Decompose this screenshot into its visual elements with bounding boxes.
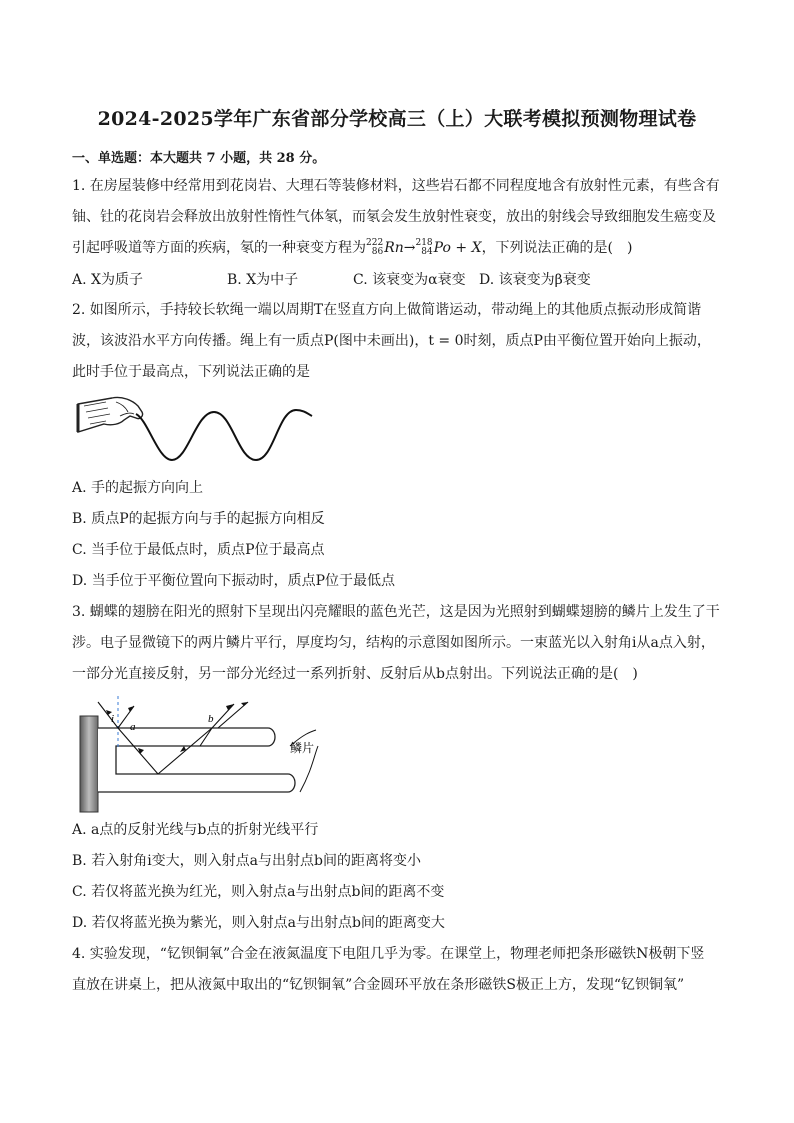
- po-symbol: Po + X: [433, 240, 482, 256]
- q1-line-3: [72, 238, 633, 258]
- q1-line-3-text: 引起呼吸道等方面的疾病，氡的一种衰变方程为: [72, 240, 366, 256]
- label-i: i: [111, 713, 115, 725]
- q2-line-1: 2. 如图所示，手持较长软绳一端以周期T在竖直方向上做简谐运动，带动绳上的其他质点振动形成简谐: [72, 302, 702, 318]
- q2-line-2: 波，该波沿水平方向传播。绳上有一质点P(图中未画出)，t = 0时刻，质点P由平衡位置开始向上振动，: [72, 333, 711, 349]
- q1-option-c[interactable]: C. 该衰变为α衰变: [353, 272, 466, 288]
- rn-symbol: Rn: [384, 240, 404, 256]
- q1-options: [72, 269, 591, 289]
- po-mass-number: 218: [415, 238, 433, 248]
- q1-option-a[interactable]: A. X为质子: [72, 272, 143, 288]
- label-scale: 鳞片: [290, 741, 315, 755]
- po-nuclide-numbers: [415, 239, 432, 257]
- butterfly-scale-figure: [68, 690, 348, 815]
- q2-option-b[interactable]: B. 质点P的起振方向与手的起振方向相反: [72, 511, 325, 527]
- hand-rope-wave-figure: [72, 390, 317, 468]
- q1-option-d[interactable]: D. 该衰变为β衰变: [479, 272, 591, 288]
- q3-option-c[interactable]: C. 若仅将蓝光换为红光，则入射点a与出射点b间的距离不变: [72, 884, 445, 900]
- q1-line-1: 1. 在房屋装修中经常用到花岗岩、大理石等装修材料，这些岩石都不同程度地含有放射性元素，有些含有: [72, 178, 720, 194]
- scale-structure: [98, 728, 295, 792]
- rn-nuclide-numbers: [366, 239, 383, 257]
- q2-line-3: 此时手位于最高点，下列说法正确的是: [72, 364, 310, 380]
- q3-line-2: 涉。电子显微镜下的两片鳞片平行，厚度均匀，结构的示意图如图所示。一束蓝光以入射角i从a点入射，: [72, 635, 715, 651]
- hand-icon: [78, 397, 143, 432]
- q3-line-3: 一部分光直接反射，另一部分光经过一系列折射、反射后从b点射出。下列说法正确的是( ): [72, 666, 638, 682]
- rope-wave: [136, 410, 312, 460]
- q4-line-1: 4. 实验发现，“钇钡铜氧”合金在液氮温度下电阻几乎为零。在课堂上，物理老师把条形磁铁N极朝下竖: [72, 946, 705, 962]
- section-heading: 一、单选题：本大题共 7 小题，共 28 分。: [72, 151, 326, 166]
- q3-option-d[interactable]: D. 若仅将蓝光换为紫光，则入射点a与出射点b间的距离变大: [72, 915, 445, 931]
- q2-option-d[interactable]: D. 当手位于平衡位置向下振动时，质点P位于最低点: [72, 573, 396, 589]
- q3-option-a[interactable]: A. a点的反射光线与b点的折射光线平行: [72, 822, 319, 838]
- q3-option-b[interactable]: B. 若入射角i变大，则入射点a与出射点b间的距离将变小: [72, 853, 421, 869]
- rn-atomic-number: 86: [371, 247, 384, 257]
- q3-line-1: 3. 蝴蝶的翅膀在阳光的照射下呈现出闪亮耀眼的蓝色光芒，这是因为光照射到蝴蝶翅膀的鳞片上发生了干: [72, 604, 720, 620]
- q2-option-c[interactable]: C. 当手位于最低点时，质点P位于最高点: [72, 542, 325, 558]
- arrow-symbol: →: [403, 240, 416, 256]
- q1-line-2: 铀、钍的花岗岩会释放出放射性惰性气体氡，而氡会发生放射性衰变，放出的射线会导致细胞发生癌变及: [72, 209, 716, 225]
- q4-line-2: 直放在讲桌上，把从液氮中取出的“钇钡铜氧”合金圆环平放在条形磁铁S极正上方，发现“钇钡铜氧”: [72, 977, 685, 993]
- wall-block: [80, 716, 98, 812]
- rn-mass-number: 222: [366, 238, 384, 248]
- page-title: 2024-2025学年广东省部分学校高三（上）大联考模拟预测物理试卷: [97, 108, 697, 130]
- po-atomic-number: 84: [421, 247, 433, 257]
- label-b: b: [208, 713, 214, 725]
- q2-option-a[interactable]: A. 手的起振方向向上: [72, 480, 204, 496]
- q1-option-b[interactable]: B. X为中子: [227, 272, 299, 288]
- q1-line-3-tail: ，下列说法正确的是( ): [481, 240, 633, 256]
- label-a: a: [130, 721, 136, 733]
